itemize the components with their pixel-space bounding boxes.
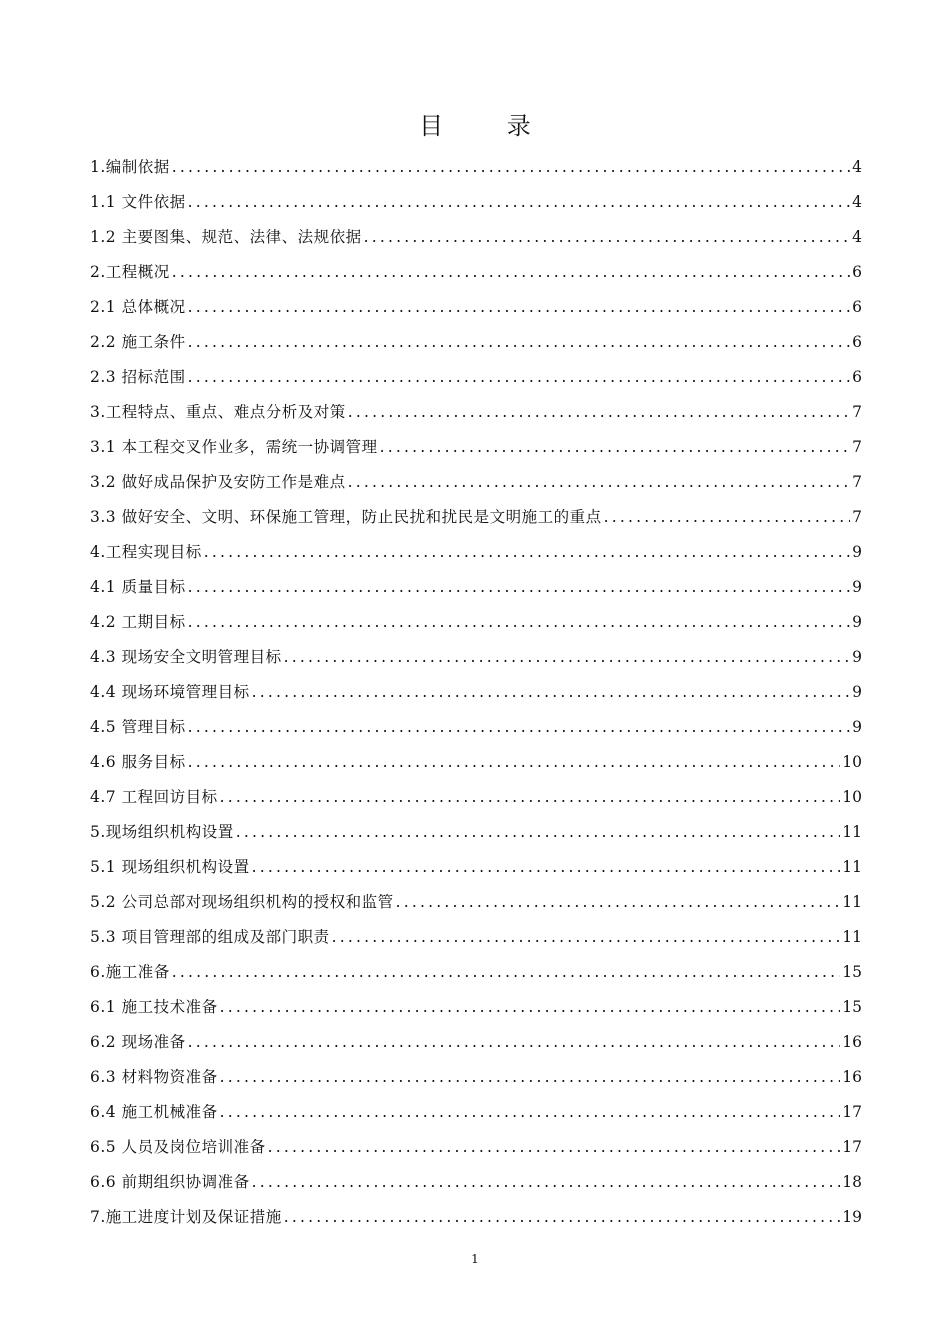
toc-entry[interactable] (90, 817, 862, 852)
toc-entry-label: 1.编制依据 (90, 158, 170, 176)
toc-leader-dots (252, 677, 850, 707)
toc-leader-dots (188, 1027, 841, 1057)
page-number: 1 (471, 1252, 479, 1266)
toc-entry[interactable] (90, 1167, 862, 1202)
toc-entry-label: 6.施工准备 (90, 963, 170, 981)
toc-leader-dots (268, 1132, 841, 1162)
toc-entry-page: 6 (852, 263, 862, 281)
toc-entry-page: 7 (852, 438, 862, 456)
toc-entry-page: 7 (852, 403, 862, 421)
toc-entry-label: 6.5 人员及岗位培训准备 (90, 1138, 266, 1156)
toc-entry[interactable] (90, 467, 862, 502)
toc-entry-label: 3.1 本工程交叉作业多，需统一协调管理 (90, 438, 378, 456)
toc-entry[interactable] (90, 327, 862, 362)
toc-entry[interactable] (90, 1132, 862, 1167)
toc-entry-label: 3.3 做好安全、文明、环保施工管理，防止民扰和扰民是文明施工的重点 (90, 508, 602, 526)
toc-leader-dots (220, 1097, 841, 1127)
toc-entry[interactable] (90, 992, 862, 1027)
toc-entry[interactable] (90, 187, 862, 222)
toc-entry[interactable] (90, 362, 862, 397)
toc-entry-label: 1.1 文件依据 (90, 193, 186, 211)
toc-entry-label: 6.4 施工机械准备 (90, 1103, 218, 1121)
toc-leader-dots (172, 257, 850, 287)
toc-leader-dots (284, 1202, 840, 1232)
table-of-contents (90, 152, 862, 1237)
toc-entry-label: 4.5 管理目标 (90, 718, 186, 736)
toc-entry-page: 7 (852, 473, 862, 491)
toc-leader-dots (188, 187, 850, 217)
toc-entry-page: 9 (852, 543, 862, 561)
toc-entry[interactable] (90, 922, 862, 957)
toc-entry[interactable] (90, 642, 862, 677)
toc-leader-dots (172, 152, 850, 182)
toc-leader-dots (188, 327, 850, 357)
toc-leader-dots (188, 712, 850, 742)
toc-entry-label: 5.现场组织机构设置 (90, 823, 234, 841)
toc-leader-dots (252, 852, 841, 882)
toc-entry[interactable] (90, 502, 862, 537)
toc-leader-dots (220, 782, 841, 812)
toc-entry-label: 5.1 现场组织机构设置 (90, 858, 250, 876)
toc-entry[interactable] (90, 747, 862, 782)
toc-entry[interactable] (90, 1062, 862, 1097)
toc-leader-dots (172, 957, 840, 987)
toc-entry-label: 6.3 材料物资准备 (90, 1068, 218, 1086)
toc-entry-label: 4.2 工期目标 (90, 613, 186, 631)
toc-entry[interactable] (90, 152, 862, 187)
toc-entry[interactable] (90, 572, 862, 607)
toc-entry-page: 6 (852, 368, 862, 386)
toc-entry-page: 7 (852, 508, 862, 526)
toc-entry-page: 11 (842, 928, 862, 946)
toc-entry-label: 1.2 主要图集、规范、法律、法规依据 (90, 228, 362, 246)
toc-entry-label: 4.3 现场安全文明管理目标 (90, 648, 282, 666)
toc-leader-dots (604, 502, 850, 532)
toc-entry[interactable] (90, 887, 862, 922)
toc-leader-dots (220, 992, 841, 1022)
toc-entry-page: 9 (852, 578, 862, 596)
toc-entry-page: 11 (842, 893, 862, 911)
toc-entry[interactable] (90, 677, 862, 712)
toc-entry-page: 4 (852, 193, 862, 211)
toc-entry-page: 18 (842, 1173, 862, 1191)
toc-entry-page: 11 (842, 823, 862, 841)
toc-entry[interactable] (90, 397, 862, 432)
toc-entry-label: 6.1 施工技术准备 (90, 998, 218, 1016)
toc-entry-label: 6.2 现场准备 (90, 1033, 186, 1051)
toc-entry[interactable] (90, 432, 862, 467)
toc-entry-page: 11 (842, 858, 862, 876)
toc-entry-label: 3.2 做好成品保护及安防工作是难点 (90, 473, 346, 491)
toc-entry-label: 4.1 质量目标 (90, 578, 186, 596)
toc-entry[interactable] (90, 222, 862, 257)
toc-entry-page: 17 (842, 1103, 862, 1121)
toc-entry-label: 2.2 施工条件 (90, 333, 186, 351)
toc-entry-label: 2.工程概况 (90, 263, 170, 281)
toc-entry[interactable] (90, 782, 862, 817)
toc-entry-page: 17 (842, 1138, 862, 1156)
toc-leader-dots (188, 747, 841, 777)
toc-entry-label: 3.工程特点、重点、难点分析及对策 (90, 403, 346, 421)
toc-entry-page: 10 (842, 753, 862, 771)
toc-entry-page: 9 (852, 718, 862, 736)
toc-entry-page: 15 (842, 998, 862, 1016)
toc-leader-dots (348, 397, 850, 427)
toc-entry-label: 4.工程实现目标 (90, 543, 202, 561)
toc-entry-label: 5.2 公司总部对现场组织机构的授权和监管 (90, 893, 394, 911)
toc-entry[interactable] (90, 852, 862, 887)
toc-entry[interactable] (90, 1097, 862, 1132)
toc-entry-page: 9 (852, 683, 862, 701)
toc-leader-dots (284, 642, 850, 672)
toc-leader-dots (220, 1062, 841, 1092)
toc-entry-page: 9 (852, 613, 862, 631)
toc-entry-page: 9 (852, 648, 862, 666)
toc-entry[interactable] (90, 712, 862, 747)
toc-entry[interactable] (90, 957, 862, 992)
toc-entry-label: 5.3 项目管理部的组成及部门职责 (90, 928, 330, 946)
toc-entry-page: 6 (852, 333, 862, 351)
toc-entry[interactable] (90, 1027, 862, 1062)
toc-entry-label: 4.7 工程回访目标 (90, 788, 218, 806)
toc-entry-page: 19 (842, 1208, 862, 1226)
toc-leader-dots (236, 817, 840, 847)
toc-entry[interactable] (90, 257, 862, 292)
toc-entry-page: 10 (842, 788, 862, 806)
toc-leader-dots (188, 292, 850, 322)
toc-entry-page: 4 (852, 228, 862, 246)
toc-leader-dots (204, 537, 850, 567)
toc-leader-dots (332, 922, 841, 952)
toc-entry-label: 4.4 现场环境管理目标 (90, 683, 250, 701)
toc-leader-dots (380, 432, 850, 462)
page-title: 目 录 (419, 112, 559, 140)
toc-leader-dots (252, 1167, 841, 1197)
toc-entry[interactable] (90, 1202, 862, 1237)
toc-leader-dots (348, 467, 850, 497)
toc-leader-dots (364, 222, 850, 252)
toc-entry[interactable] (90, 537, 862, 572)
toc-leader-dots (396, 887, 841, 917)
toc-entry-label: 2.3 招标范围 (90, 368, 186, 386)
toc-entry-label: 2.1 总体概况 (90, 298, 186, 316)
toc-entry-page: 6 (852, 298, 862, 316)
toc-entry-page: 15 (842, 963, 862, 981)
toc-entry[interactable] (90, 292, 862, 327)
toc-entry-page: 4 (852, 158, 862, 176)
toc-leader-dots (188, 362, 850, 392)
toc-entry-label: 6.6 前期组织协调准备 (90, 1173, 250, 1191)
toc-entry-page: 16 (842, 1033, 862, 1051)
toc-entry[interactable] (90, 607, 862, 642)
toc-leader-dots (188, 607, 850, 637)
toc-entry-label: 7.施工进度计划及保证措施 (90, 1208, 282, 1226)
toc-entry-label: 4.6 服务目标 (90, 753, 186, 771)
toc-entry-page: 16 (842, 1068, 862, 1086)
toc-leader-dots (188, 572, 850, 602)
